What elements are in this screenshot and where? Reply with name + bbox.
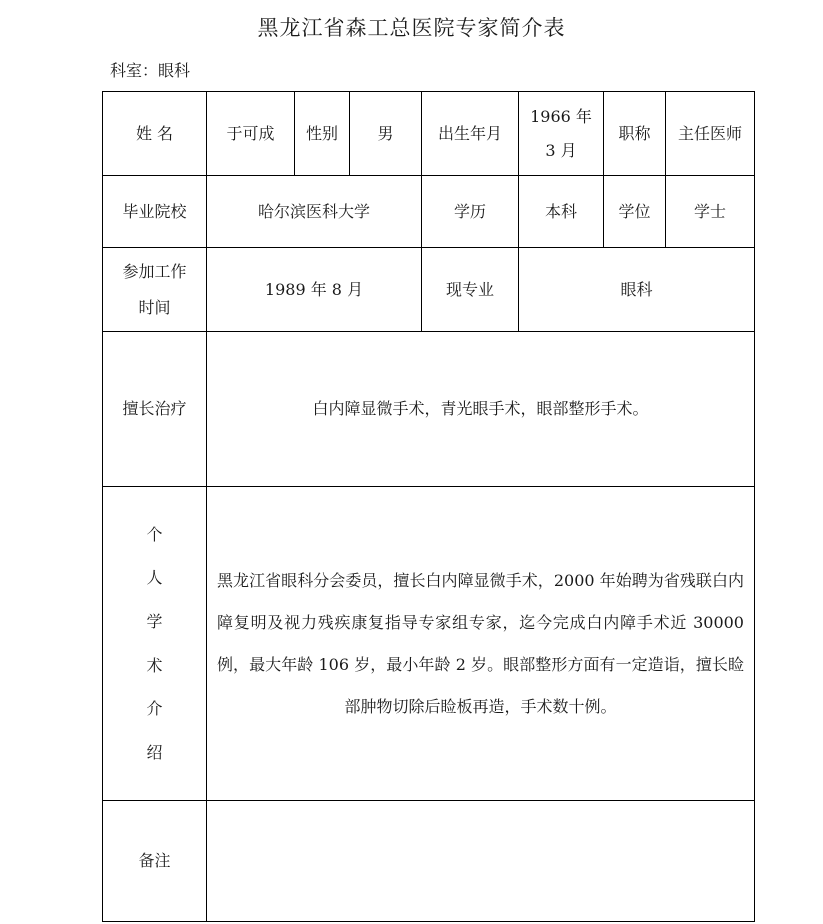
expertise-value-cell [206,331,755,487]
birth-value-month: 3 月 [545,140,577,160]
gender-value: 男 [377,123,394,143]
work-start-label-line2: 时间 [138,297,171,317]
intro-label-char: 介 [146,699,163,719]
gender-label: 性别 [305,123,338,143]
work-start-value-cell [206,247,422,332]
education-value: 本科 [544,201,577,221]
birth-value-year: 1966 年 [530,106,592,126]
title-value: 主任医师 [677,123,742,143]
work-start-label-line1: 参加工作 [122,261,187,281]
intro-label-char: 学 [146,611,163,631]
degree-label: 学位 [618,201,651,221]
name-label-cell [102,91,207,176]
remarks-value-cell[interactable] [206,800,755,922]
expertise-value: 白内障显微手术，青光眼手术，眼部整形手术。 [312,399,649,419]
remarks-label: 备注 [138,851,171,871]
gender-value-cell [349,91,422,176]
name-value: 于可成 [226,123,275,143]
birth-value-cell [518,91,604,176]
document-title: 黑龙江省森工总医院专家简介表 [257,16,566,40]
department-label: 科室：眼科 [110,61,191,80]
expert-profile-table [102,91,755,922]
work-start-label-cell [102,247,207,332]
school-label-cell [102,175,207,248]
education-label-cell [421,175,519,248]
intro-label-cell [102,486,207,801]
intro-label-char: 人 [146,568,163,588]
expertise-label-cell [102,331,207,487]
title-value-cell [665,91,755,176]
school-label: 毕业院校 [122,201,187,221]
specialty-value: 眼科 [620,279,653,299]
expertise-label: 擅长治疗 [122,399,187,419]
intro-label-char: 绍 [146,742,163,762]
work-start-value: 1989 年 8 月 [264,279,364,299]
intro-value: 黑龙江省眼科分会委员，擅长白内障显微手术，2000 年始聘为省残联白内障复明及视力残疾康复指导专家组专家，迄今完成白内障手术近 30000 例，最大年龄 106 岁，最小年龄 2 岁。眼部整形方面有一定造诣，擅长睑部肿物切除后睑板再造，手术数十例。 [217,570,744,716]
birth-label-cell [421,91,519,176]
school-value: 哈尔滨医科大学 [257,201,370,221]
school-value-cell [206,175,422,248]
title-label: 职称 [618,123,651,143]
gender-label-cell [294,91,350,176]
specialty-label: 现专业 [445,279,494,299]
remarks-label-cell [102,800,207,922]
education-value-cell [518,175,604,248]
intro-label-char: 个 [146,524,163,544]
name-label: 姓 名 [135,123,174,143]
name-value-cell [206,91,295,176]
degree-label-cell [603,175,666,248]
specialty-label-cell [421,247,519,332]
birth-label: 出生年月 [437,123,502,143]
intro-label-char: 术 [146,655,163,675]
degree-value-cell [665,175,755,248]
title-label-cell [603,91,666,176]
education-label: 学历 [453,201,486,221]
degree-value: 学士 [693,201,726,221]
intro-value-cell [206,486,755,801]
specialty-value-cell [518,247,755,332]
